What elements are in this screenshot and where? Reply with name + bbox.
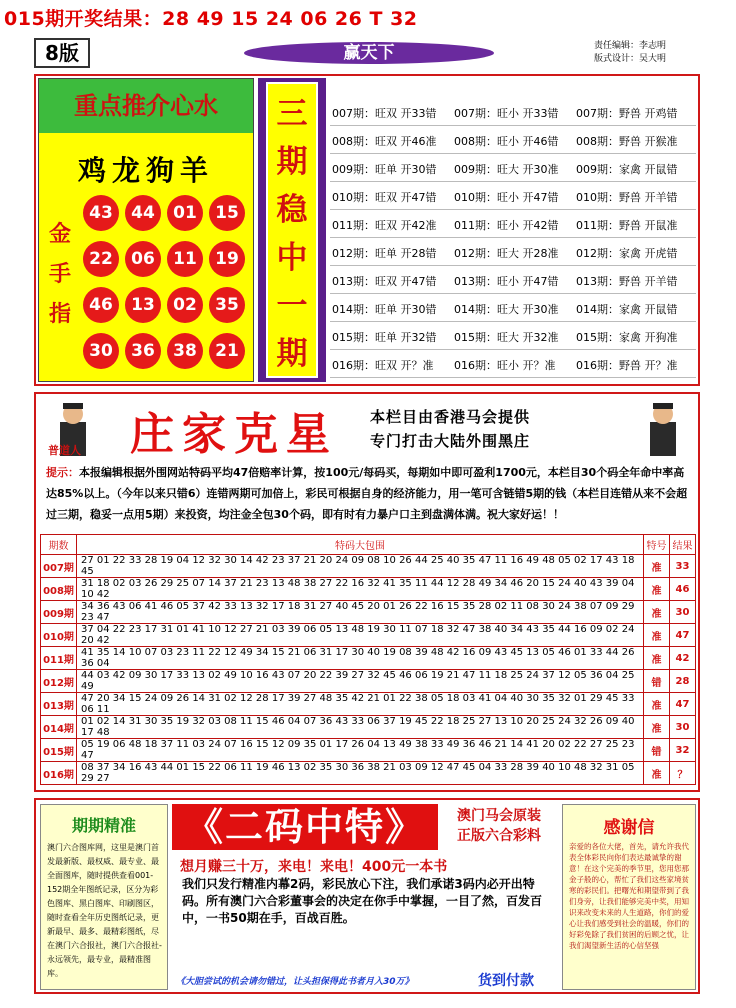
number-ball: 43 [83, 195, 119, 231]
grid-header-cell: 期数 [41, 535, 77, 555]
record-row [330, 294, 696, 322]
number-ball: 30 [83, 333, 119, 369]
table-row [41, 647, 696, 670]
number-ball: 13 [125, 287, 161, 323]
number-ball: 15 [209, 195, 245, 231]
record-cell: 012期：家禽 开虎错 [576, 247, 678, 260]
table-row [41, 601, 696, 624]
table-row [41, 578, 696, 601]
number-ball: 11 [167, 241, 203, 277]
record-cell: 008期：野兽 开猴准 [576, 135, 678, 148]
edition-label: 8版 [34, 38, 90, 68]
record-cell: 016期：旺小 开？准 [454, 359, 556, 372]
grid-status-cell: 准 [644, 693, 670, 716]
side-line2: 正版六合彩料 [457, 828, 541, 844]
zodiac-picks: 鸡龙狗羊 [77, 154, 214, 187]
grid-nums-cell: 44 03 42 09 30 17 33 13 02 49 10 16 43 07 20 22 39 27 32 45 46 06 19 21 47 11 18 25 24 37 12 05 36 04 25 49 [77, 670, 644, 693]
record-cell: 008期：旺双 开46准 [332, 135, 437, 148]
ermazhongte-side [442, 806, 556, 846]
record-row [330, 266, 696, 294]
grid-status-cell: 准 [644, 716, 670, 739]
number-ball: 22 [83, 241, 119, 277]
record-row [330, 238, 696, 266]
bottom-panel [34, 798, 700, 994]
record-cell: 010期：旺小 开47错 [454, 191, 559, 204]
number-ball: 21 [209, 333, 245, 369]
thanks-box [562, 804, 696, 990]
table-row [41, 762, 696, 785]
golden-finger-label: 金手指 [48, 222, 71, 327]
grid-result-cell: 46 [670, 578, 696, 601]
ermazhongte-slogan: 想月赚三十万，来电！来电！400元一本书 [180, 859, 448, 875]
grid-period-cell: 015期 [41, 739, 77, 762]
grid-nums-cell: 05 19 06 48 18 37 11 03 24 07 16 15 12 09 35 01 17 26 04 13 49 38 33 49 36 46 21 14 41 20 02 22 27 25 23 47 [77, 739, 644, 762]
draw-result-headline: 015期开奖结果：28 49 15 24 06 26 T 32 [4, 8, 418, 30]
record-cell: 014期：旺大 开30准 [454, 303, 559, 316]
number-ball: 35 [209, 287, 245, 323]
grid-period-cell: 010期 [41, 624, 77, 647]
grid-result-cell: 30 [670, 601, 696, 624]
record-row [330, 210, 696, 238]
grid-period-cell: 008期 [41, 578, 77, 601]
qiqi-text: 澳门六合图库网，这里是澳门首发最新版、最权威、最专业、最全面图库，随时提供查看001-152期全年图纸记录，区分为彩色图库、黑白图库、印刷图区，随时查看全年历史图纸记录，更新最早、最多、最精彩图纸，尽在澳门六合报社，澳门六合报社-永远领先，最专业，最精准图库。 [47, 843, 162, 978]
grid-status-cell: 错 [644, 670, 670, 693]
grid-nums-cell: 34 36 43 06 41 46 05 37 42 33 13 32 17 18 31 27 40 45 20 01 26 22 16 15 35 28 02 11 08 30 24 38 07 09 29 23 47 [77, 601, 644, 624]
ermazhongte-body: 我们只发行精准内幕2码，彩民放心下注，我们承诺3码内必开出特码。所有澳门六合彩董事会的决定在你手中掌握，一目了然，百发百中，一书50期在手，百战百胜。 [182, 877, 543, 925]
record-cell: 011期：旺小 开42错 [454, 219, 559, 232]
number-ball: 02 [167, 287, 203, 323]
grid-result-cell: 33 [670, 555, 696, 578]
ermazhongte-title: 《二码中特》 [172, 804, 438, 850]
credits [594, 40, 666, 66]
record-cell: 015期：旺单 开32错 [332, 331, 437, 344]
record-cell: 012期：旺单 开28错 [332, 247, 437, 260]
number-ball: 06 [125, 241, 161, 277]
grid-header-cell: 特号 [644, 535, 670, 555]
grid-status-cell: 准 [644, 647, 670, 670]
masthead-title: 赢天下 [244, 42, 494, 64]
zhuangjia-panel [34, 392, 700, 792]
grid-status-cell: 准 [644, 578, 670, 601]
record-row [330, 126, 696, 154]
number-ball: 01 [167, 195, 203, 231]
grid-status-cell: 准 [644, 762, 670, 785]
record-cell: 010期：旺双 开47错 [332, 191, 437, 204]
record-row [330, 322, 696, 350]
record-cell: 011期：野兽 开鼠准 [576, 219, 678, 232]
grid-period-cell: 009期 [41, 601, 77, 624]
credit-editor: 责任编辑：李志明 [594, 41, 667, 51]
man-portrait-icon [642, 400, 684, 456]
record-cell: 011期：旺双 开42准 [332, 219, 437, 232]
grid-result-cell: 32 [670, 739, 696, 762]
grid-status-cell: 准 [644, 624, 670, 647]
record-cell: 009期：旺单 开30错 [332, 163, 437, 176]
side-line1: 澳门马会原装 [457, 808, 541, 824]
record-cell: 014期：旺单 开30错 [332, 303, 437, 316]
tip-body: 本报编辑根据外围网站特码平均47倍赔率计算，按100元/每码买，每期如中即可盈利1700元，本栏目30个码全年命中率高达85%以上。（今年以来只错6）连错两期可加倍上，彩民可根据自身的经济能力，用一笔可含链错5期的钱（本栏目连错从来不会超过三期，稳妥一点用5期）来投资，均注金全包30个码，即有时有力暴户口主到盘满体满。祝大家好运！！ [46, 466, 688, 521]
number-ball: 38 [167, 333, 203, 369]
tip-label: 提示： [46, 466, 79, 479]
grid-status-cell: 准 [644, 555, 670, 578]
record-cell: 015期：家禽 开狗准 [576, 331, 678, 344]
record-cell: 012期：旺大 开28准 [454, 247, 559, 260]
grid-result-cell: 47 [670, 693, 696, 716]
recommend-box [38, 78, 254, 382]
table-row [41, 624, 696, 647]
thanks-title: 感谢信 [603, 818, 655, 838]
record-cell: 010期：野兽 开羊错 [576, 191, 678, 204]
history-records [330, 98, 696, 380]
grid-status-cell: 准 [644, 601, 670, 624]
grid-nums-cell: 37 04 22 23 17 31 01 41 10 12 27 21 03 39 06 05 13 48 19 30 11 07 18 32 47 38 40 34 43 35 44 16 09 02 24 20 42 [77, 624, 644, 647]
record-cell: 009期：家禽 开鼠错 [576, 163, 678, 176]
vertical-banner [258, 78, 326, 382]
vertical-banner-text: 三期稳中一期 [266, 82, 318, 378]
number-ball: 44 [125, 195, 161, 231]
grid-nums-cell: 47 20 34 15 24 09 26 14 31 02 12 28 17 39 27 48 35 42 21 01 22 38 05 18 03 41 04 40 30 35 32 01 29 45 33 06 11 [77, 693, 644, 716]
grid-period-cell: 007期 [41, 555, 77, 578]
number-ball: 36 [125, 333, 161, 369]
record-cell: 013期：野兽 开羊错 [576, 275, 678, 288]
grid-period-cell: 012期 [41, 670, 77, 693]
table-row [41, 716, 696, 739]
record-cell: 008期：旺小 开46错 [454, 135, 559, 148]
recommend-panel [34, 74, 700, 386]
record-cell: 014期：家禽 开鼠错 [576, 303, 678, 316]
grid-period-cell: 011期 [41, 647, 77, 670]
record-row [330, 350, 696, 378]
record-cell: 007期：旺双 开33错 [332, 107, 437, 120]
qiqi-box [40, 804, 168, 990]
grid-period-cell: 016期 [41, 762, 77, 785]
ermazhongte-box [172, 804, 558, 990]
thanks-text: 亲爱的各位大佬，首先，请允许我代表全体彩民向你们表达最诚挚的谢意！在这个完美的季节里，您用您那金子般的心，帮忙了我们这些家境贫寒的彩民们。把曙光和期望带到了我们身旁，让我们能够完美中奖，用知识来改变未来的人生道路，你们的爱心让我们感受到社会的温暖，你们的好彩免除了我们贫困的后顾之忧，让我们渴望新生活的心信坚强 [569, 842, 689, 950]
grid-result-cell: 28 [670, 670, 696, 693]
record-row [330, 182, 696, 210]
number-ball: 46 [83, 287, 119, 323]
record-cell: 015期：旺大 开32准 [454, 331, 559, 344]
grid-result-cell: 47 [670, 624, 696, 647]
table-row [41, 693, 696, 716]
grid-nums-cell: 31 18 02 03 26 29 25 07 14 37 21 23 13 48 38 27 22 16 32 41 35 11 44 12 28 49 34 46 20 15 24 40 43 39 04 10 42 [77, 578, 644, 601]
ermazhongte-footnote: 《大胆尝试的机会请勿错过，让头担保得此书者月入30万》 [176, 977, 414, 987]
number-ball: 19 [209, 241, 245, 277]
cash-on-delivery-label: 货到付款 [478, 973, 534, 989]
record-cell: 016期：野兽 开？准 [576, 359, 678, 372]
record-cell: 009期：旺大 开30准 [454, 163, 559, 176]
left-man-label: 普道人 [48, 444, 81, 457]
grid-result-cell: ？ [670, 762, 696, 785]
table-row [41, 670, 696, 693]
zhuangjia-line1: 本栏目由香港马会提供 [370, 408, 531, 426]
grid-header-row [41, 535, 696, 555]
zhuangjia-line2: 专门打击大陆外围黑庄 [370, 432, 531, 450]
grid-period-cell: 013期 [41, 693, 77, 716]
grid-period-cell: 014期 [41, 716, 77, 739]
tip-text [46, 462, 690, 525]
grid-result-cell: 42 [670, 647, 696, 670]
table-row [41, 555, 696, 578]
grid-nums-cell: 08 37 34 16 43 44 01 15 22 06 11 19 46 13 02 35 30 36 38 21 03 09 12 47 45 04 33 28 39 40 10 48 32 31 05 29 27 [77, 762, 644, 785]
table-row [41, 739, 696, 762]
recommend-title: 重点推介心水 [39, 79, 253, 133]
record-cell: 016期：旺双 开？准 [332, 359, 434, 372]
grid-nums-cell: 27 01 22 33 28 19 04 12 32 30 14 42 23 37 21 20 24 09 08 10 26 44 25 40 35 47 11 16 49 48 05 02 17 43 18 45 [77, 555, 644, 578]
grid-result-cell: 30 [670, 716, 696, 739]
record-row [330, 98, 696, 126]
record-cell: 013期：旺小 开47错 [454, 275, 559, 288]
grid-status-cell: 错 [644, 739, 670, 762]
credit-designer: 版式设计：吴大明 [594, 54, 667, 64]
grid-nums-cell: 41 35 14 10 07 03 23 11 22 12 49 34 15 21 06 31 17 30 40 19 08 39 48 42 16 09 43 45 13 05 46 01 33 44 26 36 04 [77, 647, 644, 670]
record-row [330, 154, 696, 182]
record-cell: 007期：旺小 开33错 [454, 107, 559, 120]
grid-header-cell: 结果 [670, 535, 696, 555]
record-cell: 013期：旺双 开47错 [332, 275, 437, 288]
top-bar [34, 38, 700, 68]
qiqi-title: 期期精准 [71, 816, 136, 835]
number-grid-table [40, 534, 696, 785]
zhuangjia-title: 庄家克星 [130, 409, 338, 460]
record-cell: 007期：野兽 开鸡错 [576, 107, 678, 120]
grid-header-cell: 特码大包围 [77, 535, 644, 555]
grid-nums-cell: 01 02 14 31 30 35 19 32 03 08 11 15 46 04 07 36 43 33 06 37 19 45 22 18 25 27 13 10 20 25 24 32 26 09 40 17 48 [77, 716, 644, 739]
